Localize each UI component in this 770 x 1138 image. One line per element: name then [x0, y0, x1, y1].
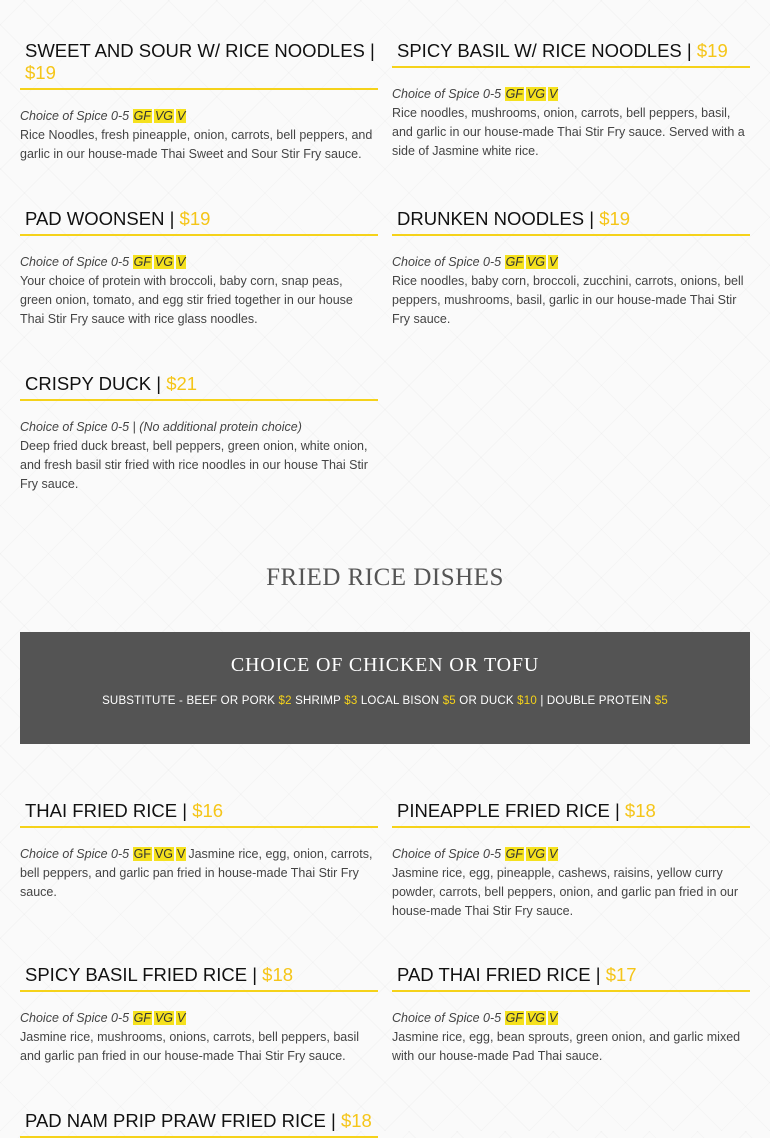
tag-vg: VG — [526, 87, 545, 101]
tag-v: V — [549, 847, 558, 861]
item-price: $18 — [262, 964, 294, 985]
menu-item-title: PAD WOONSEN | $19 — [20, 208, 378, 236]
menu-item-drunken-noodles — [392, 208, 750, 329]
tag-vg: VG — [154, 1011, 173, 1025]
spice-label: Choice of Spice 0-5 — [392, 847, 502, 861]
spice-label: Choice of Spice 0-5 — [20, 109, 130, 123]
menu-item-thai-fried-rice — [20, 800, 378, 902]
spice-label: Choice of Spice 0-5 — [392, 87, 502, 101]
price-bison: $5 — [442, 695, 456, 707]
price-double-protein: $5 — [654, 695, 668, 707]
banner-heading: CHOICE OF CHICKEN OR TOFU — [230, 654, 540, 676]
sub-duck: OR DUCK — [455, 695, 518, 707]
spice-line — [392, 845, 750, 864]
item-name: SPICY BASIL W/ RICE NOODLES — [397, 40, 682, 61]
tag-vg: VG — [154, 109, 173, 123]
tag-vg: VG — [154, 847, 173, 861]
spice-line — [20, 253, 378, 272]
item-name: CRISPY DUCK — [25, 373, 152, 394]
menu-item-sweet-and-sour — [20, 40, 378, 164]
tag-vg: VG — [154, 255, 173, 269]
item-price: $21 — [166, 373, 198, 394]
item-description: Your choice of protein with broccoli, baby corn, snap peas, green onion, tomato, and egg stir fried together in our house Thai Stir Fry sauce with rice glass noodles. — [20, 274, 353, 326]
item-description: Jasmine rice, mushrooms, onions, carrots, bell peppers, basil and garlic pan fried in our house-made Thai Stir Fry sauce. — [20, 1030, 360, 1063]
menu-item-pad-woonsen — [20, 208, 378, 329]
spice-line — [20, 107, 378, 126]
spice-line — [392, 253, 750, 272]
tag-v: V — [177, 109, 186, 123]
item-name: THAI FRIED RICE — [25, 800, 178, 821]
item-name: PAD NAM PRIP PRAW FRIED RICE — [25, 1110, 326, 1131]
price-beef-pork: $2 — [278, 695, 292, 707]
tag-gf: GF — [133, 847, 151, 861]
item-description: Deep fried duck breast, bell peppers, green onion, white onion, and fresh basil stir fried with rice noodles in our house Thai Stir Fry sauce. — [20, 439, 368, 491]
item-description: Jasmine rice, egg, bean sprouts, green onion, and garlic mixed with our house-made Pad Thai sauce. — [392, 1030, 741, 1063]
banner-substitutions — [20, 695, 750, 707]
item-price: $18 — [340, 1110, 372, 1131]
tag-gf: GF — [505, 255, 523, 269]
tag-gf: GF — [505, 87, 523, 101]
menu-item-title: SPICY BASIL W/ RICE NOODLES | $19 — [392, 40, 750, 68]
tag-gf: GF — [505, 847, 523, 861]
tag-v: V — [177, 255, 186, 269]
menu-item-title: PINEAPPLE FRIED RICE | $18 — [392, 800, 750, 828]
tag-v: V — [549, 87, 558, 101]
item-name: DRUNKEN NOODLES — [397, 208, 585, 229]
spice-line — [392, 1009, 750, 1028]
item-description: Jasmine rice, egg, onion, carrots, bell peppers, and garlic pan fried in house-made Thai Stir Fry sauce. — [20, 847, 373, 899]
spice-line — [392, 85, 750, 104]
menu-item-title: CRISPY DUCK | $21 — [20, 373, 378, 401]
sub-shrimp: SHRIMP — [291, 695, 345, 707]
spice-label: Choice of Spice 0-5 — [20, 1011, 130, 1025]
sub-bison: LOCAL BISON — [357, 695, 443, 707]
protein-choice-banner — [20, 632, 750, 744]
spice-and-description — [20, 845, 378, 902]
menu-item-title: DRUNKEN NOODLES | $19 — [392, 208, 750, 236]
item-price: $19 — [179, 208, 211, 229]
tag-gf: GF — [133, 1011, 151, 1025]
section-title-fried-rice: FRIED RICE DISHES — [266, 564, 504, 591]
tag-vg: VG — [526, 255, 545, 269]
tag-gf: GF — [133, 109, 151, 123]
tag-v: V — [549, 1011, 558, 1025]
item-price: $18 — [624, 800, 656, 821]
item-price: $19 — [25, 62, 56, 83]
item-description: Rice noodles, mushrooms, onion, carrots, bell peppers, basil, and garlic in our house-made Thai Stir Fry sauce. Served with a side of Jasmine white rice. — [392, 106, 745, 158]
menu-item-title: SPICY BASIL FRIED RICE | $18 — [20, 964, 378, 992]
item-name: SWEET AND SOUR W/ RICE NOODLES — [25, 40, 365, 61]
tag-gf: GF — [505, 1011, 523, 1025]
item-description: Rice noodles, baby corn, broccoli, zucchini, carrots, onions, bell peppers, mushrooms, basil, garlic in our house-made Thai Stir Fry sauce. — [392, 274, 744, 326]
menu-item-spicy-basil-fried-rice — [20, 964, 378, 1066]
item-name: SPICY BASIL FRIED RICE — [25, 964, 248, 985]
spice-label: Choice of Spice 0-5 — [392, 1011, 502, 1025]
item-price: $19 — [696, 40, 728, 61]
tag-v: V — [549, 255, 558, 269]
sub-double-protein: | DOUBLE PROTEIN — [536, 695, 655, 707]
menu-item-pineapple-fried-rice — [392, 800, 750, 921]
tag-vg: VG — [526, 1011, 545, 1025]
item-description: Jasmine rice, egg, pineapple, cashews, raisins, yellow curry powder, carrots, bell peppers, onion, and garlic pan fried in our house-made Thai Stir Fry sauce. — [392, 866, 739, 918]
spice-label: Choice of Spice 0-5 — [20, 847, 130, 861]
menu-item-crispy-duck — [20, 373, 378, 494]
item-price: $17 — [605, 964, 637, 985]
price-shrimp: $3 — [344, 695, 358, 707]
item-description: Rice Noodles, fresh pineapple, onion, carrots, bell peppers, and garlic in our house-made Thai Sweet and Sour Stir Fry sauce. — [20, 128, 373, 161]
spice-line — [20, 1009, 378, 1028]
tag-v: V — [177, 1011, 186, 1025]
item-name: PINEAPPLE FRIED RICE — [397, 800, 610, 821]
menu-item-title: PAD THAI FRIED RICE | $17 — [392, 964, 750, 992]
menu-item-pad-thai-fried-rice — [392, 964, 750, 1066]
item-name: PAD THAI FRIED RICE — [397, 964, 591, 985]
menu-item-title: PAD NAM PRIP PRAW FRIED RICE | $18 — [20, 1110, 378, 1138]
menu-item-title: SWEET AND SOUR W/ RICE NOODLES | $19 — [20, 40, 378, 90]
sub-beef-pork: SUBSTITUTE - BEEF OR PORK — [102, 695, 279, 707]
price-duck: $10 — [517, 695, 537, 707]
tag-vg: VG — [526, 847, 545, 861]
item-price: $16 — [192, 800, 224, 821]
menu-item-pad-nam-prip-praw — [20, 1110, 378, 1138]
spice-label: Choice of Spice 0-5 — [392, 255, 502, 269]
tag-gf: GF — [133, 255, 151, 269]
menu-item-spicy-basil-noodles — [392, 40, 750, 161]
item-price: $19 — [599, 208, 631, 229]
tag-v: V — [177, 847, 186, 861]
spice-line: Choice of Spice 0-5 | (No additional protein choice) — [20, 420, 302, 434]
spice-label: Choice of Spice 0-5 — [20, 255, 130, 269]
item-name: PAD WOONSEN — [25, 208, 165, 229]
menu-item-title: THAI FRIED RICE | $16 — [20, 800, 378, 828]
